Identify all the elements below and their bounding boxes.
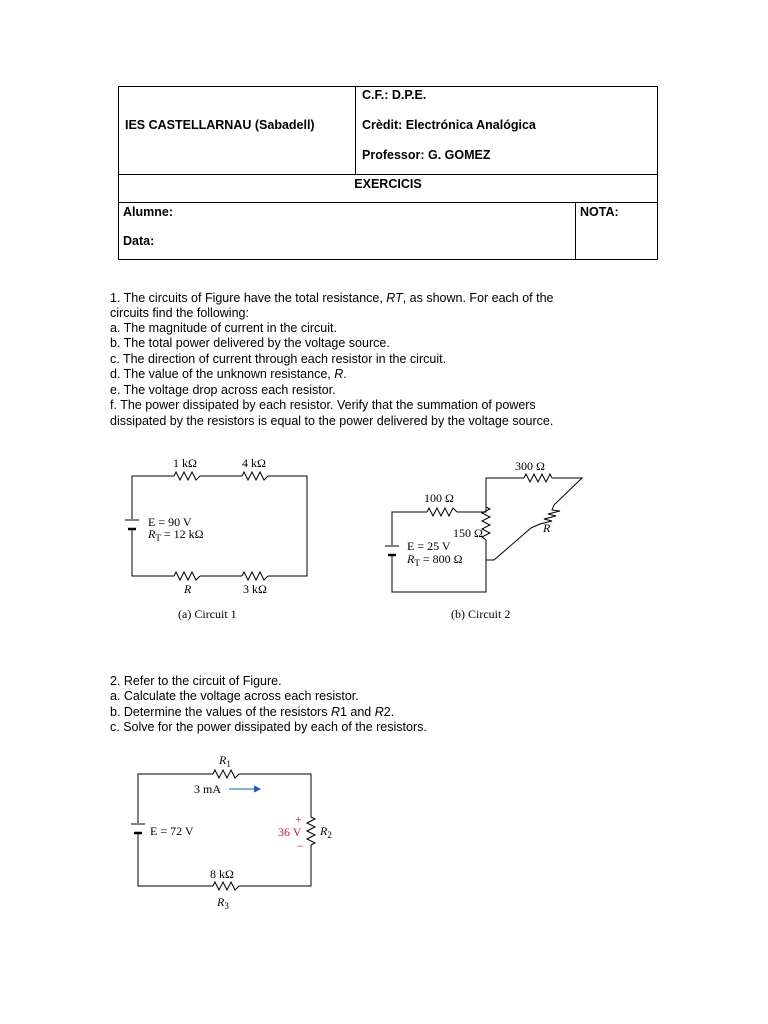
circuit3-plus-sign: + [295, 812, 302, 826]
problem1-line1: 1. The circuits of Figure have the total resistance, RT, as shown. For each of the [110, 291, 554, 305]
exercise-title: EXERCICIS [354, 177, 422, 191]
circuit3-r1-label: $R_1$ [219, 753, 231, 769]
course-credit: Crèdit: Electrónica Analógica [362, 118, 536, 132]
course-professor: Professor: G. GOMEZ [362, 148, 491, 162]
circuit3-voltage-label: 36 V [278, 825, 302, 839]
problem1-item-a: a. The magnitude of current in the circuit. [110, 321, 337, 335]
resistor-icon [242, 472, 268, 480]
problem2-item-a: a. Calculate the voltage across each resistor. [110, 689, 359, 703]
resistor-icon [213, 770, 239, 778]
problem1-item-d: d. The value of the unknown resistance, R. [110, 367, 347, 381]
circuit3-current-label: 3 mA [194, 782, 221, 796]
course-code: C.F.: D.P.E. [362, 88, 427, 102]
resistor-icon [242, 572, 268, 580]
circuit1-rt-label: $R_T = 12$ kΩ [148, 527, 204, 543]
circuit2-r-label: R [543, 521, 551, 535]
circuit2-r150-label: 150 Ω [453, 526, 483, 540]
battery-icon [125, 520, 139, 529]
circuit2-r300-label: 300 Ω [515, 459, 545, 473]
circuit2-caption: (b) Circuit 2 [451, 607, 511, 621]
problem2-item-b: b. Determine the values of the resistors R1 and R2. [110, 705, 395, 719]
circuit1-r1-label: 1 kΩ [173, 456, 197, 470]
circuit1-r3-label: 3 kΩ [243, 582, 267, 596]
resistor-icon [174, 572, 200, 580]
student-label: Alumne: [123, 205, 173, 219]
circuit1-r-label: R [184, 582, 192, 596]
circuit2-diagram [385, 459, 582, 621]
date-label: Data: [123, 234, 155, 248]
circuit3-r2-label: $R_2$ [320, 824, 332, 840]
resistor-icon [427, 508, 457, 516]
circuit3-r3-label: $R_3$ [217, 895, 229, 911]
resistor-icon [213, 882, 239, 890]
problem1-item-f1: f. The power dissipated by each resistor. Verify that the summation of powers [110, 398, 536, 412]
circuit3-r3-value: 8 kΩ [210, 867, 234, 881]
circuit1-source-label: E = 90 V [148, 515, 192, 529]
grade-label: NOTA: [580, 205, 619, 219]
battery-icon [131, 824, 145, 833]
circuit2-source-label: E = 25 V [407, 539, 451, 553]
problem1-item-c: c. The direction of current through each resistor in the circuit. [110, 352, 447, 366]
resistor-icon [307, 817, 315, 845]
school-name: IES CASTELLARNAU (Sabadell) [125, 118, 315, 132]
problem1-item-e: e. The voltage drop across each resistor. [110, 383, 336, 397]
resistor-icon [174, 472, 200, 480]
circuit2-rt-label: $R_T = 800$ Ω [407, 552, 463, 568]
circuit1-diagram [125, 456, 307, 621]
circuit3-diagram [131, 753, 332, 911]
circuit3-source-label: E = 72 V [150, 824, 194, 838]
problem2-line1: 2. Refer to the circuit of Figure. [110, 674, 282, 688]
problem2-item-c: c. Solve for the power dissipated by each of the resistors. [110, 720, 427, 734]
circuit2-r100-label: 100 Ω [424, 491, 454, 505]
problem1-line2: circuits find the following: [110, 306, 249, 320]
circuit1-r2-label: 4 kΩ [242, 456, 266, 470]
resistor-icon [524, 474, 552, 482]
battery-icon [385, 546, 399, 555]
problem1-item-b: b. The total power delivered by the voltage source. [110, 336, 390, 350]
circuit1-caption: (a) Circuit 1 [178, 607, 237, 621]
problem1-item-f2: dissipated by the resistors is equal to the power delivered by the voltage source. [110, 414, 554, 428]
circuit3-minus-sign: − [297, 839, 304, 853]
current-arrow-icon [229, 786, 260, 792]
